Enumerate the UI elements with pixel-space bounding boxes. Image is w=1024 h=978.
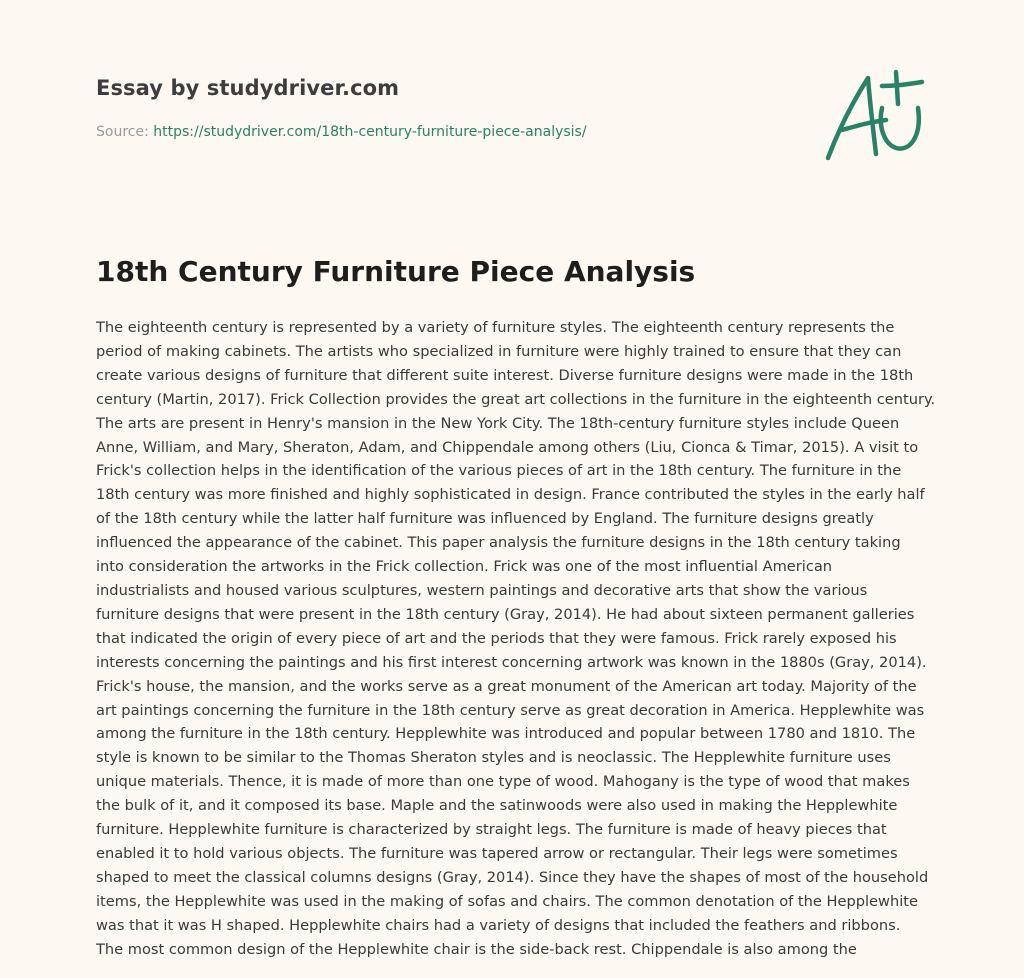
essay-line: Anne, William, and Mary, Sheraton, Adam, and Chippendale among others (Liu, Cionca & Timar, 2015). A visit to: [96, 438, 919, 456]
essay-line: of the 18th century while the latter half furniture was influenced by England. The furniture designs greatly: [96, 510, 874, 528]
essay-line: The most common design of the Hepplewhite chair is the side-back rest. Chippendale is also among the: [96, 940, 857, 958]
essay-line: 18th century was more finished and highly sophisticated in design. France contributed the styles in the early half: [96, 486, 925, 504]
essay-line: Frick's collection helps in the identification of the various pieces of art in the 18th century. The furniture in the: [96, 462, 902, 480]
essay-line: shaped to meet the classical columns designs (Gray, 2014). Since they have the shapes of most of the household: [96, 868, 929, 886]
essay-line: the bulk of it, and it composed its base. Maple and the satinwoods were also used in making the Hepplewhite: [96, 797, 898, 815]
essay-body: [96, 316, 936, 961]
essay-line: furniture. Hepplewhite furniture is characterized by straight legs. The furniture is made of heavy pieces that: [96, 821, 887, 839]
essay-line: interests concerning the paintings and his first interest concerning artwork was known in the 1880s (Gray, 2014).: [96, 653, 927, 671]
essay-line: unique materials. Thence, it is made of more than one type of wood. Mahogany is the type of wood that makes: [96, 773, 910, 791]
essay-line: influenced the appearance of the cabinet. This paper analysis the furniture designs in the 18th century taking: [96, 534, 901, 552]
essay-line: among the furniture in the 18th century. Hepplewhite was introduced and popular between 1780 and 1810. The: [96, 725, 916, 743]
a-plus-logo-icon: [818, 64, 928, 164]
essay-line: period of making cabinets. The artists who specialized in furniture were highly trained to ensure that they can: [96, 342, 902, 360]
essay-line: furniture designs that were present in the 18th century (Gray, 2014). He had about sixteen permanent galleries: [96, 605, 915, 623]
essay-line: items, the Hepplewhite was used in the making of sofas and chairs. The common denotation of the Hepplewhite: [96, 892, 918, 910]
essay-line: The eighteenth century is represented by a variety of furniture styles. The eighteenth century represents the: [96, 319, 895, 336]
essay-line: Frick's house, the mansion, and the works serve as a great monument of the American art today. Majority of the: [96, 677, 917, 695]
essay-line: into consideration the artworks in the Frick collection. Frick was one of the most influential American: [96, 558, 833, 576]
source-label: Source:: [96, 124, 154, 140]
site-brand: Essay by studydriver.com: [96, 76, 400, 100]
essay-line: that indicated the origin of every piece of art and the periods that they were famous. Frick rarely exposed his: [96, 629, 897, 647]
source-link[interactable]: https://studydriver.com/18th-century-furniture-piece-analysis/: [153, 124, 587, 140]
essay-line: art paintings concerning the furniture in the 18th century serve as great decoration in America. Hepplewhite was: [96, 701, 925, 719]
source-line: [96, 124, 587, 140]
essay-line: century (Martin, 2017). Frick Collection provides the great art collections in the furniture in the eighteenth century.: [96, 390, 936, 408]
essay-line: style is known to be similar to the Thomas Sheraton styles and is neoclassic. The Hepplewhite furniture uses: [96, 749, 891, 767]
essay-line: industrialists and housed various sculptures, western paintings and decorative arts that show the various: [96, 581, 868, 599]
essay-line: was that it was H shaped. Hepplewhite chairs had a variety of designs that included the feathers and ribbons.: [96, 916, 901, 934]
essay-line: create various designs of furniture that different suite interest. Diverse furniture designs were made in the 18th: [96, 366, 914, 384]
essay-title: 18th Century Furniture Piece Analysis: [96, 255, 696, 288]
essay-line: enabled it to hold various objects. The furniture was tapered arrow or rectangular. Their legs were sometimes: [96, 844, 898, 862]
essay-line: The arts are present in Henry's mansion in the New York City. The 18th-century furniture styles include Queen: [96, 414, 900, 432]
